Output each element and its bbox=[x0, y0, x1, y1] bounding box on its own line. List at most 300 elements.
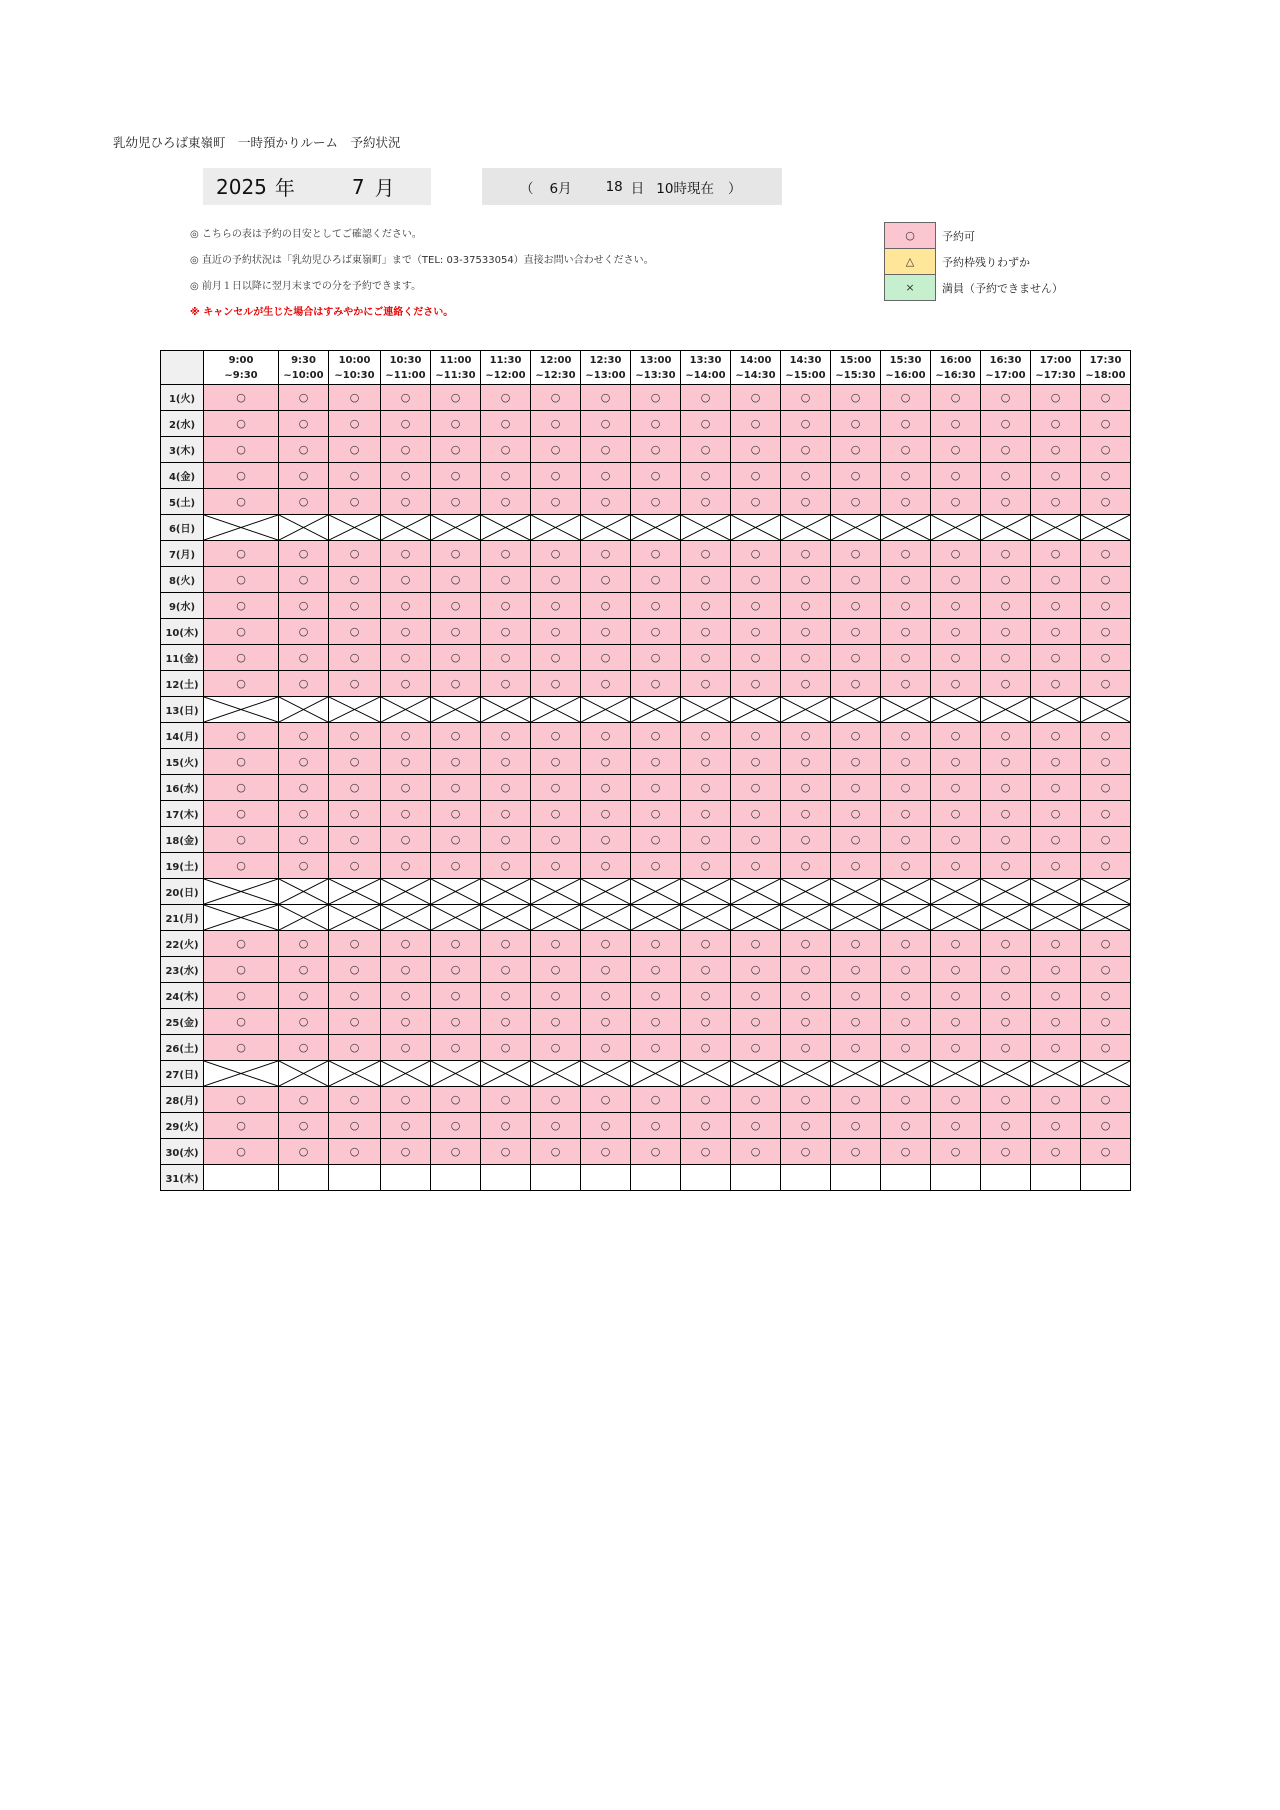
slot-cell-available: ○ bbox=[681, 1009, 731, 1035]
slot-cell-available: ○ bbox=[781, 1139, 831, 1165]
slot-cell-available: ○ bbox=[204, 1009, 279, 1035]
slot-cell-empty bbox=[204, 1165, 279, 1191]
closed-cross-icon bbox=[1031, 697, 1080, 722]
time-slot-start: 12:30 bbox=[589, 354, 622, 366]
time-slot-start: 15:30 bbox=[889, 354, 922, 366]
closed-cross-icon bbox=[329, 1061, 380, 1086]
closed-cross-icon bbox=[831, 1061, 880, 1086]
slot-cell-closed bbox=[381, 515, 431, 541]
slot-cell-closed bbox=[1031, 905, 1081, 931]
slot-cell-closed bbox=[881, 879, 931, 905]
slot-cell-available: ○ bbox=[204, 437, 279, 463]
slot-cell-available: ○ bbox=[329, 437, 381, 463]
slot-cell-available: ○ bbox=[831, 1087, 881, 1113]
day-label: 24(木) bbox=[161, 983, 204, 1009]
note-item: ◎ こちらの表は予約の目安としてご確認ください。 bbox=[190, 229, 422, 240]
slot-cell-available: ○ bbox=[631, 853, 681, 879]
slot-cell-closed bbox=[431, 1061, 481, 1087]
slot-cell-available: ○ bbox=[931, 749, 981, 775]
slot-cell-available: ○ bbox=[431, 749, 481, 775]
slot-cell-available: ○ bbox=[981, 1035, 1031, 1061]
closed-cross-icon bbox=[681, 697, 730, 722]
closed-cross-icon bbox=[329, 879, 380, 904]
time-slot-end: ~10:30 bbox=[334, 369, 375, 381]
slot-cell-available: ○ bbox=[631, 645, 681, 671]
slot-cell-available: ○ bbox=[1031, 983, 1081, 1009]
slot-cell-closed bbox=[681, 697, 731, 723]
slot-cell-available: ○ bbox=[831, 957, 881, 983]
slot-cell-available: ○ bbox=[279, 1009, 329, 1035]
slot-cell-available: ○ bbox=[981, 567, 1031, 593]
slot-cell-available: ○ bbox=[381, 1113, 431, 1139]
time-slot-end: ~18:00 bbox=[1085, 369, 1126, 381]
slot-cell-available: ○ bbox=[204, 1139, 279, 1165]
slot-cell-available: ○ bbox=[931, 1009, 981, 1035]
slot-cell-available: ○ bbox=[581, 619, 631, 645]
slot-cell-available: ○ bbox=[1031, 957, 1081, 983]
slot-cell-available: ○ bbox=[1081, 567, 1131, 593]
legend-symbol-full: × bbox=[885, 275, 936, 301]
day-row bbox=[161, 723, 1131, 749]
day-label: 27(日) bbox=[161, 1061, 204, 1087]
slot-cell-available: ○ bbox=[431, 801, 481, 827]
time-slot-end: ~13:30 bbox=[635, 369, 676, 381]
slot-cell-closed bbox=[1081, 515, 1131, 541]
slot-cell-available: ○ bbox=[279, 489, 329, 515]
closed-cross-icon bbox=[1081, 1061, 1130, 1086]
day-row bbox=[161, 1113, 1131, 1139]
day-label: 3(木) bbox=[161, 437, 204, 463]
slot-cell-available: ○ bbox=[931, 489, 981, 515]
slot-cell-available: ○ bbox=[1031, 827, 1081, 853]
slot-cell-available: ○ bbox=[681, 437, 731, 463]
slot-cell-available: ○ bbox=[631, 619, 681, 645]
slot-cell-available: ○ bbox=[581, 437, 631, 463]
as-of-close-paren: ） bbox=[727, 180, 742, 197]
day-label: 12(土) bbox=[161, 671, 204, 697]
closed-cross-icon bbox=[631, 879, 680, 904]
slot-cell-available: ○ bbox=[381, 723, 431, 749]
slot-cell-available: ○ bbox=[531, 827, 581, 853]
closed-cross-icon bbox=[881, 879, 930, 904]
closed-cross-icon bbox=[781, 515, 830, 540]
slot-cell-available: ○ bbox=[681, 645, 731, 671]
slot-cell-available: ○ bbox=[881, 801, 931, 827]
slot-cell-available: ○ bbox=[581, 749, 631, 775]
slot-cell-available: ○ bbox=[831, 645, 881, 671]
legend-label-available: 予約可 bbox=[942, 229, 975, 243]
slot-cell-available: ○ bbox=[1081, 1035, 1131, 1061]
slot-cell-closed bbox=[329, 879, 381, 905]
closed-cross-icon bbox=[1081, 515, 1130, 540]
slot-cell-available: ○ bbox=[279, 749, 329, 775]
slot-cell-available: ○ bbox=[781, 749, 831, 775]
slot-cell-available: ○ bbox=[431, 619, 481, 645]
slot-cell-available: ○ bbox=[581, 957, 631, 983]
slot-cell-available: ○ bbox=[1081, 463, 1131, 489]
slot-cell-available: ○ bbox=[681, 749, 731, 775]
slot-cell-available: ○ bbox=[531, 541, 581, 567]
time-slot-end: ~15:00 bbox=[785, 369, 826, 381]
slot-cell-available: ○ bbox=[631, 801, 681, 827]
slot-cell-available: ○ bbox=[1081, 1009, 1131, 1035]
slot-cell-available: ○ bbox=[931, 437, 981, 463]
slot-cell-available: ○ bbox=[831, 489, 881, 515]
closed-cross-icon bbox=[1031, 879, 1080, 904]
slot-cell-available: ○ bbox=[981, 385, 1031, 411]
slot-cell-available: ○ bbox=[881, 385, 931, 411]
slot-cell-available: ○ bbox=[1031, 619, 1081, 645]
slot-cell-available: ○ bbox=[431, 1139, 481, 1165]
slot-cell-available: ○ bbox=[204, 801, 279, 827]
closed-cross-icon bbox=[431, 1061, 480, 1086]
day-label: 11(金) bbox=[161, 645, 204, 671]
day-label: 5(土) bbox=[161, 489, 204, 515]
slot-cell-available: ○ bbox=[731, 619, 781, 645]
closed-cross-icon bbox=[481, 905, 530, 930]
slot-cell-available: ○ bbox=[329, 645, 381, 671]
closed-cross-icon bbox=[1031, 905, 1080, 930]
slot-cell-available: ○ bbox=[204, 619, 279, 645]
slot-cell-available: ○ bbox=[781, 827, 831, 853]
slot-cell-available: ○ bbox=[279, 593, 329, 619]
slot-cell-closed bbox=[1081, 697, 1131, 723]
day-label: 26(土) bbox=[161, 1035, 204, 1061]
closed-cross-icon bbox=[381, 1061, 430, 1086]
day-row bbox=[161, 619, 1131, 645]
closed-cross-icon bbox=[981, 1061, 1030, 1086]
legend-row bbox=[885, 223, 1064, 249]
slot-cell-available: ○ bbox=[204, 931, 279, 957]
slot-cell-available: ○ bbox=[531, 593, 581, 619]
slot-cell-closed bbox=[981, 879, 1031, 905]
slot-cell-available: ○ bbox=[581, 463, 631, 489]
day-label: 8(火) bbox=[161, 567, 204, 593]
day-row bbox=[161, 541, 1131, 567]
closed-cross-icon bbox=[781, 697, 830, 722]
slot-cell-available: ○ bbox=[279, 671, 329, 697]
closed-cross-icon bbox=[204, 905, 278, 930]
slot-cell-available: ○ bbox=[381, 489, 431, 515]
closed-cross-icon bbox=[279, 697, 328, 722]
slot-cell-available: ○ bbox=[931, 385, 981, 411]
slot-cell-closed bbox=[931, 515, 981, 541]
slot-cell-available: ○ bbox=[581, 593, 631, 619]
slot-cell-closed bbox=[1031, 879, 1081, 905]
slot-cell-available: ○ bbox=[431, 385, 481, 411]
time-slot-header bbox=[731, 351, 781, 385]
day-row bbox=[161, 1061, 1131, 1087]
closed-cross-icon bbox=[631, 905, 680, 930]
slot-cell-available: ○ bbox=[279, 723, 329, 749]
slot-cell-available: ○ bbox=[681, 385, 731, 411]
slot-cell-available: ○ bbox=[381, 931, 431, 957]
slot-cell-available: ○ bbox=[831, 853, 881, 879]
slot-cell-available: ○ bbox=[481, 853, 531, 879]
time-slot-start: 12:00 bbox=[539, 354, 572, 366]
time-slot-start: 14:00 bbox=[739, 354, 772, 366]
year-value: 2025 bbox=[216, 174, 267, 199]
slot-cell-available: ○ bbox=[381, 541, 431, 567]
slot-cell-available: ○ bbox=[681, 1087, 731, 1113]
closed-cross-icon bbox=[931, 515, 980, 540]
slot-cell-available: ○ bbox=[831, 983, 881, 1009]
slot-cell-available: ○ bbox=[204, 775, 279, 801]
time-slot-header bbox=[831, 351, 881, 385]
closed-cross-icon bbox=[981, 905, 1030, 930]
slot-cell-available: ○ bbox=[531, 463, 581, 489]
legend-row bbox=[885, 275, 1064, 301]
closed-cross-icon bbox=[581, 515, 630, 540]
slot-cell-available: ○ bbox=[831, 671, 881, 697]
time-slot-start: 17:00 bbox=[1039, 354, 1072, 366]
slot-cell-available: ○ bbox=[279, 619, 329, 645]
slot-cell-available: ○ bbox=[1031, 437, 1081, 463]
closed-cross-icon bbox=[431, 905, 480, 930]
time-slot-end: ~13:00 bbox=[585, 369, 626, 381]
slot-cell-closed bbox=[931, 905, 981, 931]
slot-cell-available: ○ bbox=[279, 931, 329, 957]
slot-cell-closed bbox=[581, 879, 631, 905]
slot-cell-available: ○ bbox=[531, 411, 581, 437]
slot-cell-available: ○ bbox=[1031, 541, 1081, 567]
slot-cell-available: ○ bbox=[531, 1087, 581, 1113]
slot-cell-empty bbox=[1031, 1165, 1081, 1191]
closed-cross-icon bbox=[831, 697, 880, 722]
slot-cell-available: ○ bbox=[204, 1087, 279, 1113]
as-of-day-unit: 日 bbox=[630, 180, 645, 197]
slot-cell-available: ○ bbox=[981, 775, 1031, 801]
slot-cell-available: ○ bbox=[1081, 385, 1131, 411]
closed-cross-icon bbox=[1031, 515, 1080, 540]
slot-cell-closed bbox=[381, 1061, 431, 1087]
slot-cell-closed bbox=[881, 905, 931, 931]
closed-cross-icon bbox=[204, 515, 278, 540]
slot-cell-closed bbox=[731, 697, 781, 723]
slot-cell-available: ○ bbox=[831, 411, 881, 437]
slot-cell-closed bbox=[881, 697, 931, 723]
slot-cell-available: ○ bbox=[1081, 983, 1131, 1009]
slot-cell-available: ○ bbox=[781, 983, 831, 1009]
slot-cell-available: ○ bbox=[581, 775, 631, 801]
slot-cell-available: ○ bbox=[204, 1035, 279, 1061]
slot-cell-empty bbox=[631, 1165, 681, 1191]
time-slot-header bbox=[279, 351, 329, 385]
slot-cell-available: ○ bbox=[481, 827, 531, 853]
day-label: 7(月) bbox=[161, 541, 204, 567]
slot-cell-available: ○ bbox=[329, 983, 381, 1009]
slot-cell-closed bbox=[481, 1061, 531, 1087]
slot-cell-available: ○ bbox=[1031, 853, 1081, 879]
slot-cell-available: ○ bbox=[931, 723, 981, 749]
slot-cell-available: ○ bbox=[329, 411, 381, 437]
slot-cell-available: ○ bbox=[881, 1139, 931, 1165]
slot-cell-empty bbox=[481, 1165, 531, 1191]
closed-cross-icon bbox=[831, 515, 880, 540]
time-slot-start: 17:30 bbox=[1089, 354, 1122, 366]
slot-cell-available: ○ bbox=[329, 619, 381, 645]
slot-cell-available: ○ bbox=[881, 931, 931, 957]
slot-cell-empty bbox=[1081, 1165, 1131, 1191]
slot-cell-available: ○ bbox=[329, 567, 381, 593]
slot-cell-empty bbox=[431, 1165, 481, 1191]
day-row bbox=[161, 671, 1131, 697]
slot-cell-available: ○ bbox=[781, 437, 831, 463]
time-slot-end: ~14:00 bbox=[685, 369, 726, 381]
day-label: 31(木) bbox=[161, 1165, 204, 1191]
day-row bbox=[161, 437, 1131, 463]
slot-cell-available: ○ bbox=[931, 1087, 981, 1113]
slot-cell-empty bbox=[881, 1165, 931, 1191]
slot-cell-available: ○ bbox=[531, 645, 581, 671]
slot-cell-closed bbox=[531, 879, 581, 905]
day-label: 28(月) bbox=[161, 1087, 204, 1113]
slot-cell-closed bbox=[1031, 515, 1081, 541]
slot-cell-available: ○ bbox=[631, 463, 681, 489]
slot-cell-available: ○ bbox=[279, 983, 329, 1009]
slot-cell-available: ○ bbox=[431, 723, 481, 749]
slot-cell-available: ○ bbox=[1081, 749, 1131, 775]
slot-cell-available: ○ bbox=[781, 463, 831, 489]
slot-cell-available: ○ bbox=[1031, 1139, 1081, 1165]
slot-cell-closed bbox=[481, 697, 531, 723]
closed-cross-icon bbox=[881, 905, 930, 930]
slot-cell-available: ○ bbox=[731, 723, 781, 749]
day-label: 14(月) bbox=[161, 723, 204, 749]
day-row bbox=[161, 879, 1131, 905]
time-slot-header bbox=[1081, 351, 1131, 385]
slot-cell-available: ○ bbox=[329, 931, 381, 957]
day-label: 21(月) bbox=[161, 905, 204, 931]
slot-cell-closed bbox=[204, 879, 279, 905]
closed-cross-icon bbox=[581, 905, 630, 930]
slot-cell-available: ○ bbox=[204, 489, 279, 515]
slot-cell-available: ○ bbox=[731, 775, 781, 801]
slot-cell-available: ○ bbox=[881, 541, 931, 567]
time-slot-header bbox=[204, 351, 279, 385]
slot-cell-available: ○ bbox=[1031, 567, 1081, 593]
slot-cell-available: ○ bbox=[1081, 827, 1131, 853]
closed-cross-icon bbox=[381, 905, 430, 930]
slot-cell-available: ○ bbox=[781, 541, 831, 567]
closed-cross-icon bbox=[1081, 879, 1130, 904]
slot-cell-closed bbox=[329, 515, 381, 541]
slot-cell-closed bbox=[1081, 879, 1131, 905]
slot-cell-available: ○ bbox=[481, 1087, 531, 1113]
time-slot-end: ~9:30 bbox=[224, 369, 258, 381]
slot-cell-closed bbox=[631, 1061, 681, 1087]
slot-cell-available: ○ bbox=[681, 853, 731, 879]
slot-cell-available: ○ bbox=[531, 1009, 581, 1035]
day-row bbox=[161, 1139, 1131, 1165]
slot-cell-available: ○ bbox=[481, 1113, 531, 1139]
slot-cell-closed bbox=[681, 1061, 731, 1087]
slot-cell-closed bbox=[831, 697, 881, 723]
slot-cell-closed bbox=[981, 905, 1031, 931]
slot-cell-available: ○ bbox=[931, 801, 981, 827]
page-title: 乳幼児ひろば東嶺町 一時預かりルーム 予約状況 bbox=[113, 135, 401, 150]
slot-cell-available: ○ bbox=[204, 541, 279, 567]
slot-cell-available: ○ bbox=[631, 385, 681, 411]
slot-cell-available: ○ bbox=[781, 1009, 831, 1035]
closed-cross-icon bbox=[481, 879, 530, 904]
note-item: ◎ 前月１日以降に翌月末までの分を予約できます。 bbox=[190, 281, 422, 292]
closed-cross-icon bbox=[931, 697, 980, 722]
slot-cell-available: ○ bbox=[531, 1035, 581, 1061]
closed-cross-icon bbox=[831, 905, 880, 930]
slot-cell-available: ○ bbox=[981, 593, 1031, 619]
slot-cell-available: ○ bbox=[329, 489, 381, 515]
slot-cell-closed bbox=[531, 515, 581, 541]
slot-cell-available: ○ bbox=[279, 463, 329, 489]
slot-cell-available: ○ bbox=[204, 983, 279, 1009]
slot-cell-available: ○ bbox=[1031, 931, 1081, 957]
slot-cell-available: ○ bbox=[381, 463, 431, 489]
slot-cell-available: ○ bbox=[631, 437, 681, 463]
year-unit: 年 bbox=[274, 176, 295, 200]
slot-cell-available: ○ bbox=[1031, 801, 1081, 827]
slot-cell-available: ○ bbox=[431, 567, 481, 593]
slot-cell-available: ○ bbox=[831, 437, 881, 463]
slot-cell-closed bbox=[781, 879, 831, 905]
slot-cell-available: ○ bbox=[781, 775, 831, 801]
day-row bbox=[161, 463, 1131, 489]
slot-cell-available: ○ bbox=[631, 671, 681, 697]
slot-cell-available: ○ bbox=[881, 489, 931, 515]
slot-cell-available: ○ bbox=[381, 853, 431, 879]
slot-cell-available: ○ bbox=[431, 853, 481, 879]
slot-cell-closed bbox=[329, 905, 381, 931]
slot-cell-available: ○ bbox=[881, 593, 931, 619]
slot-cell-available: ○ bbox=[731, 593, 781, 619]
slot-cell-available: ○ bbox=[1081, 619, 1131, 645]
slot-cell-available: ○ bbox=[531, 1139, 581, 1165]
closed-cross-icon bbox=[931, 879, 980, 904]
slot-cell-available: ○ bbox=[481, 1009, 531, 1035]
closed-cross-icon bbox=[381, 515, 430, 540]
slot-cell-available: ○ bbox=[931, 931, 981, 957]
slot-cell-available: ○ bbox=[881, 1087, 931, 1113]
slot-cell-closed bbox=[631, 905, 681, 931]
closed-cross-icon bbox=[681, 879, 730, 904]
slot-cell-available: ○ bbox=[981, 1139, 1031, 1165]
slot-cell-available: ○ bbox=[931, 1035, 981, 1061]
slot-cell-closed bbox=[731, 515, 781, 541]
closed-cross-icon bbox=[329, 697, 380, 722]
slot-cell-available: ○ bbox=[531, 801, 581, 827]
slot-cell-available: ○ bbox=[279, 775, 329, 801]
day-label: 16(水) bbox=[161, 775, 204, 801]
slot-cell-available: ○ bbox=[381, 567, 431, 593]
time-slot-end: ~11:30 bbox=[435, 369, 476, 381]
slot-cell-available: ○ bbox=[481, 1035, 531, 1061]
day-label: 15(火) bbox=[161, 749, 204, 775]
closed-cross-icon bbox=[204, 697, 278, 722]
slot-cell-available: ○ bbox=[204, 853, 279, 879]
legend-label-few: 予約枠残りわずか bbox=[942, 255, 1030, 269]
day-row bbox=[161, 1087, 1131, 1113]
slot-cell-closed bbox=[781, 1061, 831, 1087]
slot-cell-closed bbox=[681, 515, 731, 541]
slot-cell-closed bbox=[931, 1061, 981, 1087]
closed-cross-icon bbox=[581, 697, 630, 722]
as-of-time: 10時現在 bbox=[656, 180, 714, 197]
slot-cell-available: ○ bbox=[731, 801, 781, 827]
slot-cell-available: ○ bbox=[481, 983, 531, 1009]
slot-cell-available: ○ bbox=[204, 957, 279, 983]
slot-cell-available: ○ bbox=[204, 723, 279, 749]
slot-cell-available: ○ bbox=[981, 801, 1031, 827]
